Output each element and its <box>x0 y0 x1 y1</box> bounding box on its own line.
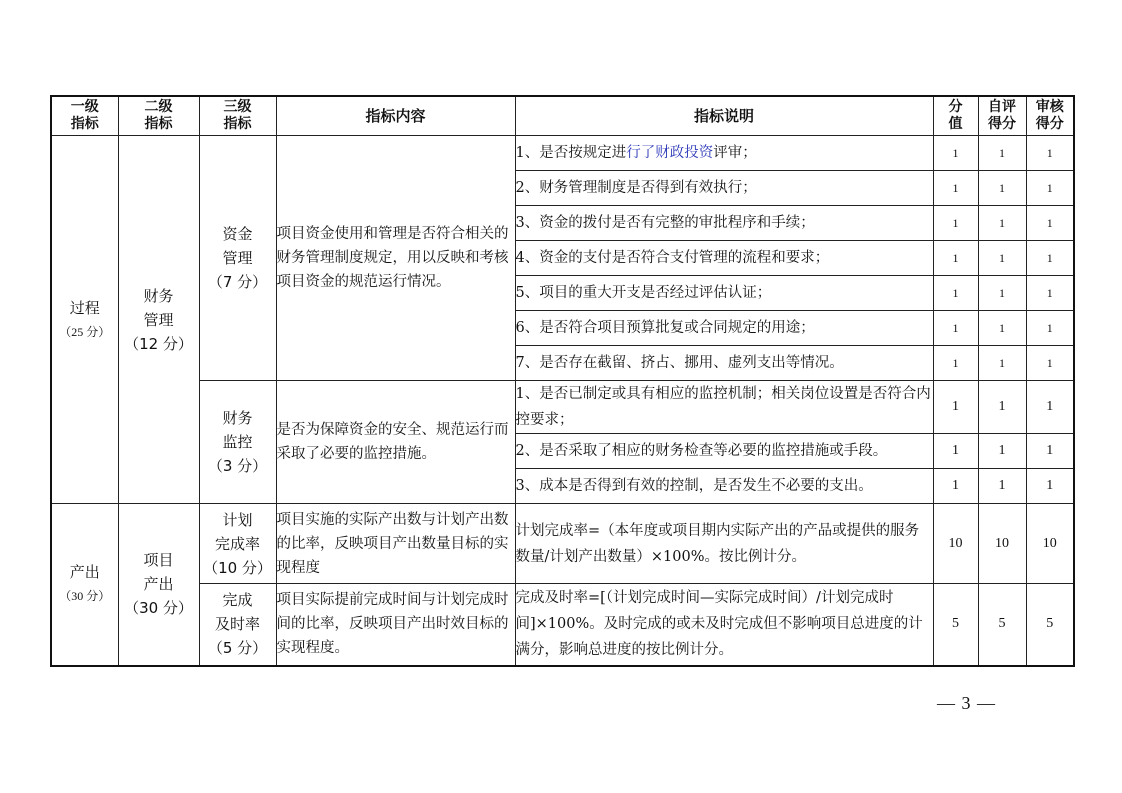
level3-financial-monitoring: 财务 监控 （3 分） <box>199 381 276 504</box>
header-level1: 一级 指标 <box>51 96 118 136</box>
description-cell: 1、是否按规定进行了财政投资评审； <box>515 136 933 171</box>
description-cell: 7、是否存在截留、挤占、挪用、虚列支出等情况。 <box>515 346 933 381</box>
table-row <box>51 381 1074 434</box>
description-cell: 5、项目的重大开支是否经过评估认证； <box>515 276 933 311</box>
header-level3: 三级 指标 <box>199 96 276 136</box>
score-cell: 10 <box>933 504 978 584</box>
score-cell: 1 <box>933 171 978 206</box>
description-cell: 3、成本是否得到有效的控制，是否发生不必要的支出。 <box>515 469 933 504</box>
plan-description: 计划完成率=（本年度或项目期内实际产出的产品或提供的服务数量/计划产出数量）×100%。按比例计分。 <box>515 504 933 584</box>
evaluation-table <box>50 95 1075 667</box>
description-cell: 2、财务管理制度是否得到有效执行； <box>515 171 933 206</box>
description-cell: 3、资金的拨付是否有完整的审批程序和手续； <box>515 206 933 241</box>
audit-score-cell: 1 <box>1026 381 1074 434</box>
self-score-cell: 10 <box>978 504 1026 584</box>
score-cell: 1 <box>933 469 978 504</box>
header-score: 分 值 <box>933 96 978 136</box>
table-row <box>51 584 1074 666</box>
score-cell: 1 <box>933 434 978 469</box>
audit-score-cell: 1 <box>1026 206 1074 241</box>
self-score-cell: 1 <box>978 171 1026 206</box>
self-score-cell: 1 <box>978 311 1026 346</box>
header-row <box>51 96 1074 136</box>
level1-process: 过程 （25 分） <box>51 136 118 504</box>
audit-score-cell: 1 <box>1026 171 1074 206</box>
audit-score-cell: 1 <box>1026 434 1074 469</box>
header-description: 指标说明 <box>515 96 933 136</box>
self-score-cell: 1 <box>978 241 1026 276</box>
score-cell: 1 <box>933 241 978 276</box>
score-cell: 1 <box>933 346 978 381</box>
monitor-content: 是否为保障资金的安全、规范运行而采取了必要的监控措施。 <box>276 381 515 504</box>
score-cell: 1 <box>933 136 978 171</box>
timely-description: 完成及时率=[（计划完成时间—实际完成时间）/计划完成时间]×100%。及时完成的或未及时完成但不影响项目总进度的计满分，影响总进度的按比例计分。 <box>515 584 933 666</box>
description-cell: 2、是否采取了相应的财务检查等必要的监控措施或手段。 <box>515 434 933 469</box>
self-score-cell: 1 <box>978 276 1026 311</box>
highlighted-text: 行了财政投资 <box>626 145 714 161</box>
level3-fund-management: 资金 管理 （7 分） <box>199 136 276 381</box>
score-cell: 1 <box>933 206 978 241</box>
audit-score-cell: 10 <box>1026 504 1074 584</box>
score-cell: 1 <box>933 381 978 434</box>
self-score-cell: 1 <box>978 469 1026 504</box>
plan-content: 项目实施的实际产出数与计划产出数的比率，反映项目产出数量目标的实现程度 <box>276 504 515 584</box>
self-score-cell: 1 <box>978 346 1026 381</box>
level3-timely-completion: 完成 及时率 （5 分） <box>199 584 276 666</box>
table-row <box>51 504 1074 584</box>
self-score-cell: 1 <box>978 381 1026 434</box>
page-number: — 3 — <box>937 693 996 713</box>
level2-finance: 财务 管理 （12 分） <box>118 136 199 504</box>
self-score-cell: 1 <box>978 136 1026 171</box>
level3-plan-completion: 计划 完成率 （10 分） <box>199 504 276 584</box>
description-cell: 6、是否符合项目预算批复或合同规定的用途； <box>515 311 933 346</box>
description-cell: 1、是否已制定或具有相应的监控机制；相关岗位设置是否符合内控要求； <box>515 381 933 434</box>
audit-score-cell: 1 <box>1026 276 1074 311</box>
audit-score-cell: 1 <box>1026 136 1074 171</box>
header-audit-score: 审核 得分 <box>1026 96 1074 136</box>
audit-score-cell: 1 <box>1026 311 1074 346</box>
audit-score-cell: 1 <box>1026 346 1074 381</box>
timely-content: 项目实际提前完成时间与计划完成时间的比率，反映项目产出时效目标的实现程度。 <box>276 584 515 666</box>
score-cell: 5 <box>933 584 978 666</box>
audit-score-cell: 5 <box>1026 584 1074 666</box>
self-score-cell: 1 <box>978 206 1026 241</box>
fund-content: 项目资金使用和管理是否符合相关的财务管理制度规定，用以反映和考核项目资金的规范运行情况。 <box>276 136 515 381</box>
header-content: 指标内容 <box>276 96 515 136</box>
level1-output: 产出 （30 分） <box>51 504 118 666</box>
audit-score-cell: 1 <box>1026 469 1074 504</box>
self-score-cell: 1 <box>978 434 1026 469</box>
description-cell: 4、资金的支付是否符合支付管理的流程和要求； <box>515 241 933 276</box>
header-level2: 二级 指标 <box>118 96 199 136</box>
score-cell: 1 <box>933 311 978 346</box>
self-score-cell: 5 <box>978 584 1026 666</box>
audit-score-cell: 1 <box>1026 241 1074 276</box>
level2-project-output: 项目 产出 （30 分） <box>118 504 199 666</box>
score-cell: 1 <box>933 276 978 311</box>
table-row <box>51 136 1074 171</box>
header-self-score: 自评 得分 <box>978 96 1026 136</box>
